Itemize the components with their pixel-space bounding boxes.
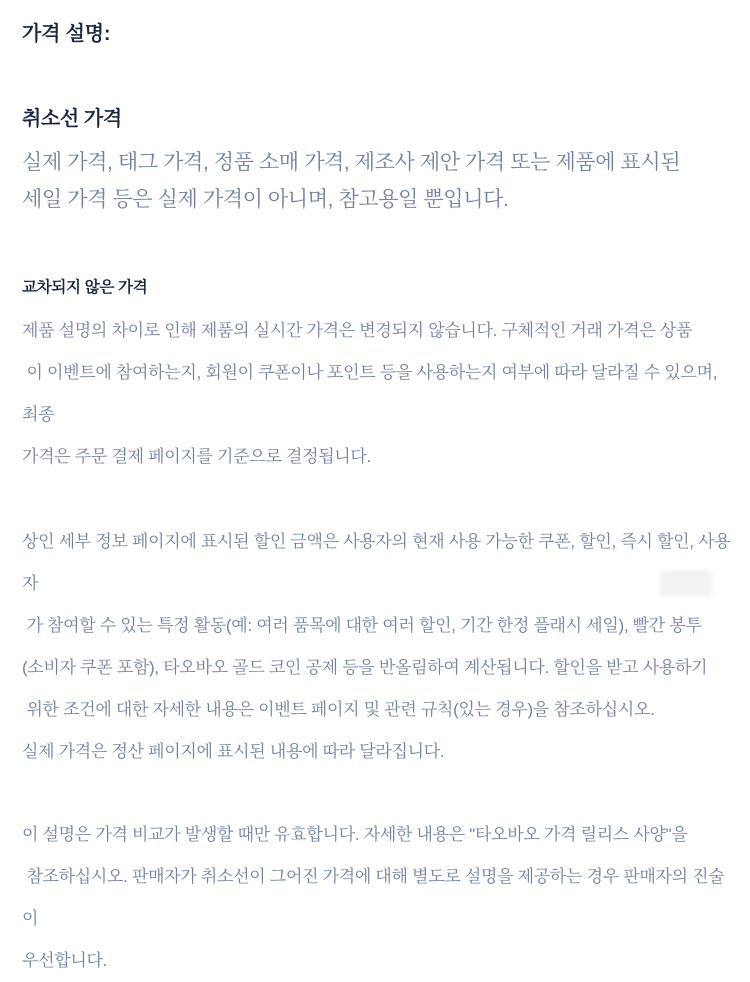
page-content xyxy=(22,22,732,982)
section-heading-uncrossed-price: 교차되지 않은 가격 xyxy=(22,279,148,296)
page-title: 가격 설명: xyxy=(22,23,111,45)
text-line: (소비자 쿠폰 포함), 타오바오 골드 코인 공제 등을 반올림하여 계산됩니다. 할인을 받고 사용하기 xyxy=(22,658,708,677)
uncrossed-price-paragraph-1 xyxy=(22,310,732,478)
text-line: 상인 세부 정보 페이지에 표시된 할인 금액은 사용자의 현재 사용 가능한 쿠폰, 할인, 즉시 할인, 사용자 xyxy=(22,532,731,593)
uncrossed-price-paragraph-3 xyxy=(22,814,732,982)
text-line: 우선합니다. xyxy=(22,951,108,970)
text-line: 참조하십시오. 판매자가 취소선이 그어진 가격에 대해 별도로 설명을 제공하는 경우 판매자의 진술이 xyxy=(22,867,725,928)
strikethrough-price-paragraph xyxy=(22,144,732,218)
uncrossed-price-paragraph-2 xyxy=(22,521,732,773)
text-line: 가격은 주문 결제 페이지를 기준으로 결정됩니다. xyxy=(22,447,371,466)
section-heading-strikethrough-price: 취소선 가격 xyxy=(22,108,122,130)
text-line: 위한 조건에 대한 자세한 내용은 이벤트 페이지 및 관련 규칙(있는 경우)을 참조하십시오. xyxy=(22,700,655,719)
text-line: 이 이벤트에 참여하는지, 회원이 쿠폰이나 포인트 등을 사용하는지 여부에 따라 달라질 수 있으며, 최종 xyxy=(22,363,722,424)
text-line: 이 설명은 가격 비교가 발생할 때만 유효합니다. 자세한 내용은 "타오바오 가격 릴리스 사양"을 xyxy=(22,825,688,844)
text-line: 세일 가격 등은 실제 가격이 아니며, 참고용일 뿐입니다. xyxy=(22,188,509,211)
text-line: 가 참여할 수 있는 특정 활동(예: 여러 품목에 대한 여러 할인, 기간 한정 플래시 세일), 빨간 봉투 xyxy=(22,616,702,635)
text-line: 실제 가격, 태그 가격, 정품 소매 가격, 제조사 제안 가격 또는 제품에 표시된 xyxy=(22,151,681,174)
text-line: 제품 설명의 차이로 인해 제품의 실시간 가격은 변경되지 않습니다. 구체적인 거래 가격은 상품 xyxy=(22,321,693,340)
text-line: 실제 가격은 정산 페이지에 표시된 내용에 따라 달라집니다. xyxy=(22,742,445,761)
